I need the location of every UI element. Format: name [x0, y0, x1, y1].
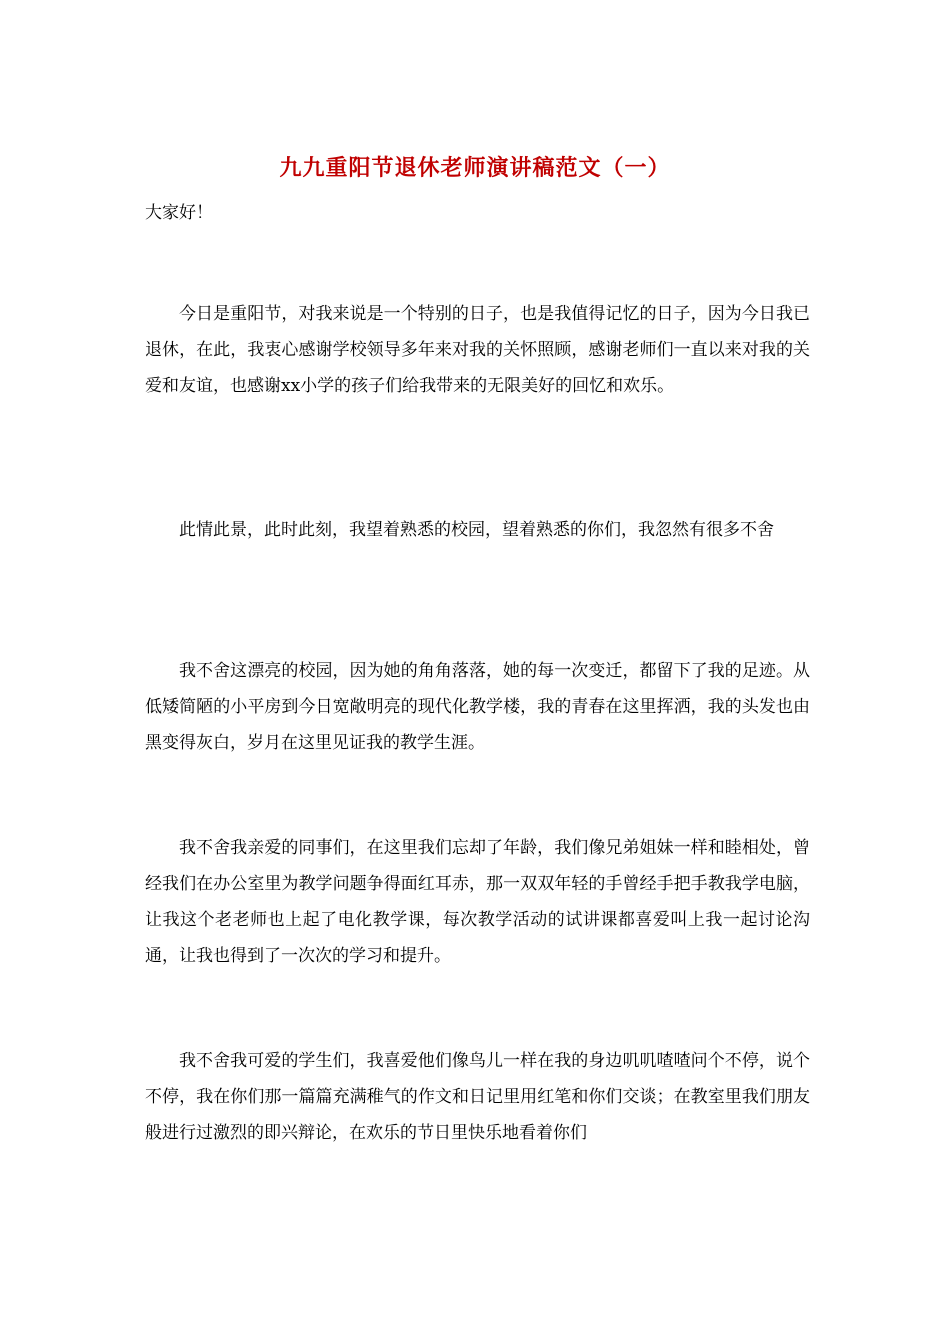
paragraph-retirement-thanks: 今日是重阳节，对我来说是一个特别的日子，也是我值得记忆的日子，因为今日我已退休，在此，我衷心感谢学校领导多年来对我的关怀照顾，感谢老师们一直以来对我的关爱和友谊，也感谢xx小学的孩子们给我带来的无限美好的回忆和欢乐。 — [145, 304, 810, 396]
greeting-text: 大家好！ — [145, 203, 213, 223]
paragraph-colleagues: 我不舍我亲爱的同事们，在这里我们忘却了年龄，我们像兄弟姐妹一样和睦相处，曾经我们在办公室里为教学问题争得面红耳赤，那一双双年轻的手曾经手把手教我学电脑，让我这个老老师也上起了电化教学课，每次教学活动的试讲课都喜爱叫上我一起讨论沟通，让我也得到了一次次的学习和提升。 — [145, 838, 810, 966]
paragraph-campus: 我不舍这漂亮的校园，因为她的角角落落，她的每一次变迁，都留下了我的足迹。从低矮简陋的小平房到今日宽敞明亮的现代化教学楼，我的青春在这里挥洒，我的头发也由黑变得灰白，岁月在这里见证我的教学生涯。 — [145, 661, 810, 753]
paragraph-students: 我不舍我可爱的学生们，我喜爱他们像鸟儿一样在我的身边叽叽喳喳问个不停，说个不停，我在你们那一篇篇充满稚气的作文和日记里用红笔和你们交谈；在教室里我们朋友般进行过激烈的即兴辩论，在欢乐的节日里快乐地看着你们 — [145, 1051, 810, 1143]
paragraph-reluctance: 此情此景，此时此刻，我望着熟悉的校园，望着熟悉的你们，我忽然有很多不舍 — [179, 520, 774, 540]
document-title: 九九重阳节退休老师演讲稿范文（一） — [279, 155, 671, 181]
